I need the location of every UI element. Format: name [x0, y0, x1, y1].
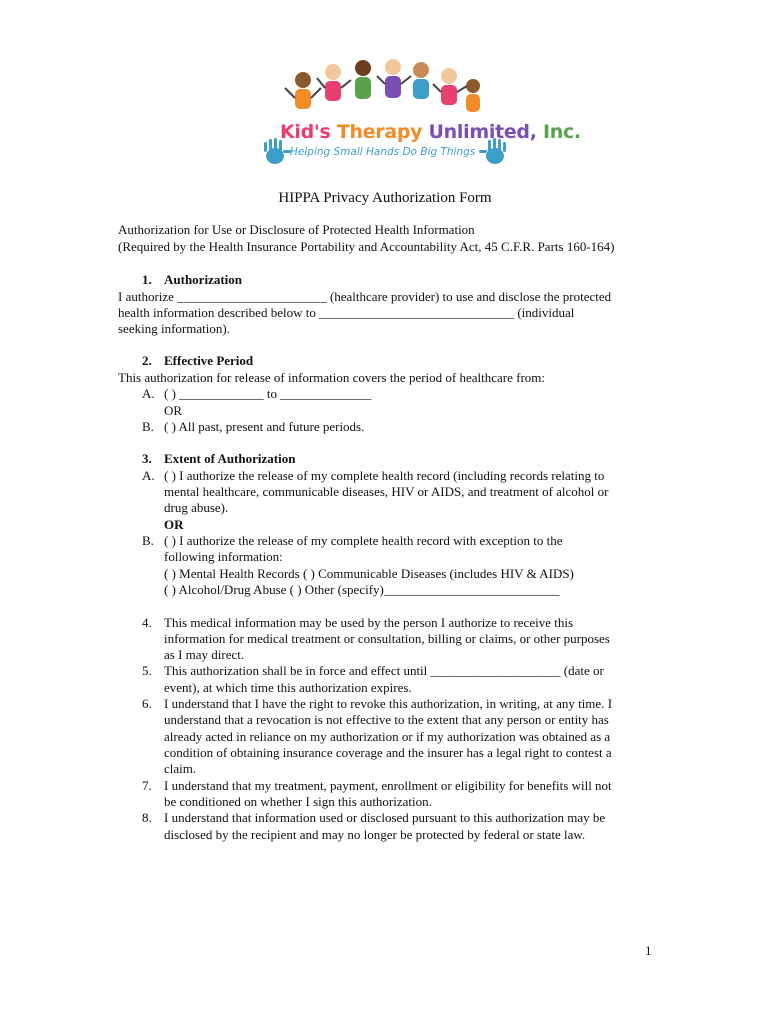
section-text: as I may direct. [164, 647, 245, 662]
section-heading: Extent of Authorization [164, 451, 296, 466]
logo-tagline: Helping Small Hands Do Big Things [290, 146, 476, 158]
section-number: 1. [142, 272, 152, 287]
section-text: This authorization shall be in force and effect until ____________________ (date or [164, 663, 604, 678]
section-text: This medical information may be used by the person I authorize to receive this [164, 615, 574, 630]
logo-company-name [280, 121, 581, 143]
children-illustration [285, 59, 480, 112]
option-text: ( ) I authorize the release of my complete health record (including records relating to [164, 468, 605, 483]
section-text: This authorization for release of information covers the period of healthcare from: [118, 370, 546, 385]
intro-line: Authorization for Use or Disclosure of Protected Health Information [118, 222, 475, 237]
section-number: 4. [142, 615, 152, 630]
section-text: information for medical treatment or consultation, billing or claims, or other purposes [164, 631, 610, 646]
section-text: condition of obtaining insurance coverage and the insurer has a legal right to contest a [164, 745, 612, 760]
section-number: 6. [142, 696, 152, 711]
option-label: A. [142, 386, 155, 401]
section-number: 8. [142, 810, 152, 825]
or-separator: OR [164, 403, 183, 418]
section-text: I understand that I have the right to revoke this authorization, in writing, at any time. I [164, 696, 613, 711]
section-text: I understand that my treatment, payment, enrollment or eligibility for benefits will not [164, 778, 612, 793]
page-number: 1 [645, 943, 652, 958]
option-text: ( ) Alcohol/Drug Abuse ( ) Other (specify)___________________________ [164, 582, 560, 597]
section-number: 7. [142, 778, 152, 793]
section-text: understand that a revocation is not effective to the extent that any person or entity has [164, 712, 609, 727]
section-text: already acted in reliance on my authorization or if my authorization was obtained as a [164, 729, 611, 744]
or-separator: OR [164, 517, 184, 532]
option-label: B. [142, 419, 154, 434]
section-number: 5. [142, 663, 152, 678]
option-text: following information: [164, 549, 283, 564]
logo-word: Therapy [336, 121, 429, 143]
option-label: B. [142, 533, 154, 548]
section-text: I understand that information used or disclosed pursuant to this authorization may be [164, 810, 606, 825]
section-number: 3. [142, 451, 152, 466]
logo-word: Inc. [542, 121, 581, 143]
form-title: HIPPA Privacy Authorization Form [278, 190, 492, 206]
option-text: drug abuse). [164, 500, 229, 515]
section-heading: Authorization [164, 272, 242, 287]
section-text: disclosed by the recipient and may no longer be protected by federal or state law. [164, 827, 586, 842]
logo-word: Kid's [280, 121, 337, 143]
option-text: ( ) _____________ to ______________ [164, 386, 372, 401]
section-text: be conditioned on whether I sign this authorization. [164, 794, 432, 809]
section-text: health information described below to ______________________________ (individual [118, 305, 575, 320]
logo-word: Unlimited, [428, 121, 543, 143]
option-text: ( ) All past, present and future periods. [164, 419, 365, 434]
section-number: 2. [142, 353, 152, 368]
section-text: event), at which time this authorization expires. [164, 680, 412, 695]
section-text: claim. [164, 761, 197, 776]
section-text: seeking information). [118, 321, 230, 336]
option-text: ( ) Mental Health Records ( ) Communicable Diseases (includes HIV & AIDS) [164, 566, 574, 581]
option-text: ( ) I authorize the release of my complete health record with exception to the [164, 533, 563, 548]
option-text: mental healthcare, communicable diseases, HIV or AIDS, and treatment of alcohol or [164, 484, 609, 499]
section-heading: Effective Period [164, 353, 254, 368]
intro-line: (Required by the Health Insurance Portability and Accountability Act, 45 C.F.R. Parts 160-164) [118, 239, 615, 254]
option-label: A. [142, 468, 155, 483]
section-text: I authorize _______________________ (healthcare provider) to use and disclose the protected [118, 289, 612, 304]
